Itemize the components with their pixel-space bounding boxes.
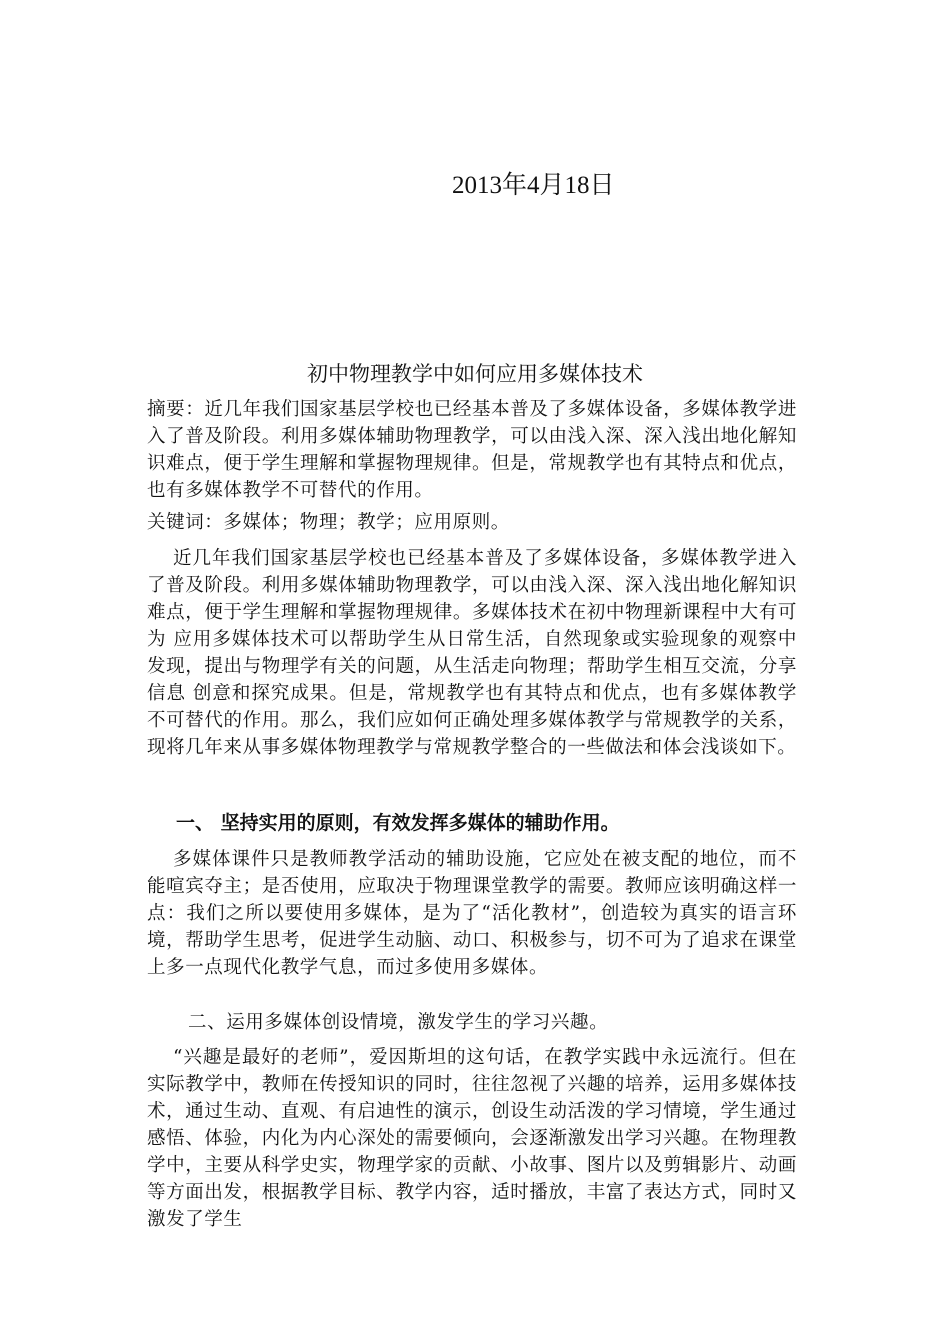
- section-2-paragraph: “兴趣是最好的老师”，爱因斯坦的这句话，在教学实践中永远流行。但在实际教学中，教师在传授知识的同时，往往忽视了兴趣的培养，运用多媒体技术，通过生动、直观、有启迪性的演示，创设生动活泼的学习情境，学生通过感悟、体验，内化为内心深处的需要倾向，会逐渐激发出学习兴趣。在物理教学中，主要从科学史实，物理学家的贡献、小故事、图片以及剪辑影片、动画等方面出发，根据教学目标、教学内容，适时播放，丰富了表达方式，同时又激发了学生: [147, 1047, 797, 1230]
- section-2-heading: 二、运用多媒体创设情境，激发学生的学习兴趣。: [188, 1012, 609, 1033]
- section-1-paragraph: 多媒体课件只是教师教学活动的辅助设施，它应处在被支配的地位，而不能喧宾夺主；是否使用，应取决于物理课堂教学的需要。教师应该明确这样一点：我们之所以要使用多媒体，是为了“活化教材”，创造较为真实的语言环境，帮助学生思考，促进学生动脑、动口、积极参与，切不可为了追求在课堂上多一点现代化教学气息，而过多使用多媒体。: [147, 849, 797, 978]
- intro-paragraph: 近几年我们国家基层学校也已经基本普及了多媒体设备，多媒体教学进入了普及阶段。利用多媒体辅助物理教学，可以由浅入深、深入浅出地化解知识难点，便于学生理解和掌握物理规律。多媒体技术在初中物理新课程中大有可为 应用多媒体技术可以帮助学生从日常生活，自然现象或实验现象的观察中发现，提出与物理学有关的问题，从生活走向物理；帮助学生相互交流，分享信息 创意和探究成果。但是，常规教学也有其特点和优点，也有多媒体教学不可替代的作用。那么，我们应如何正确处理多媒体教学与常规教学的关系，现将几年来从事多媒体物理教学与常规教学整合的一些做法和体会浅谈如下。: [147, 548, 797, 758]
- document-title: 初中物理教学中如何应用多媒体技术: [307, 362, 643, 386]
- document-date: 2013年4月18日: [452, 172, 615, 199]
- section-1-heading: 一、 坚持实用的原则，有效发挥多媒体的辅助作用。: [176, 812, 620, 834]
- abstract-paragraph: 摘要：近几年我们国家基层学校也已经基本普及了多媒体设备，多媒体教学进入了普及阶段。利用多媒体辅助物理教学，可以由浅入深、深入浅出地化解知识难点，便于学生理解和掌握物理规律。但是，常规教学也有其特点和优点，也有多媒体教学不可替代的作用。: [147, 399, 797, 501]
- keywords-line: 关键词：多媒体；物理；教学；应用原则。: [147, 512, 510, 533]
